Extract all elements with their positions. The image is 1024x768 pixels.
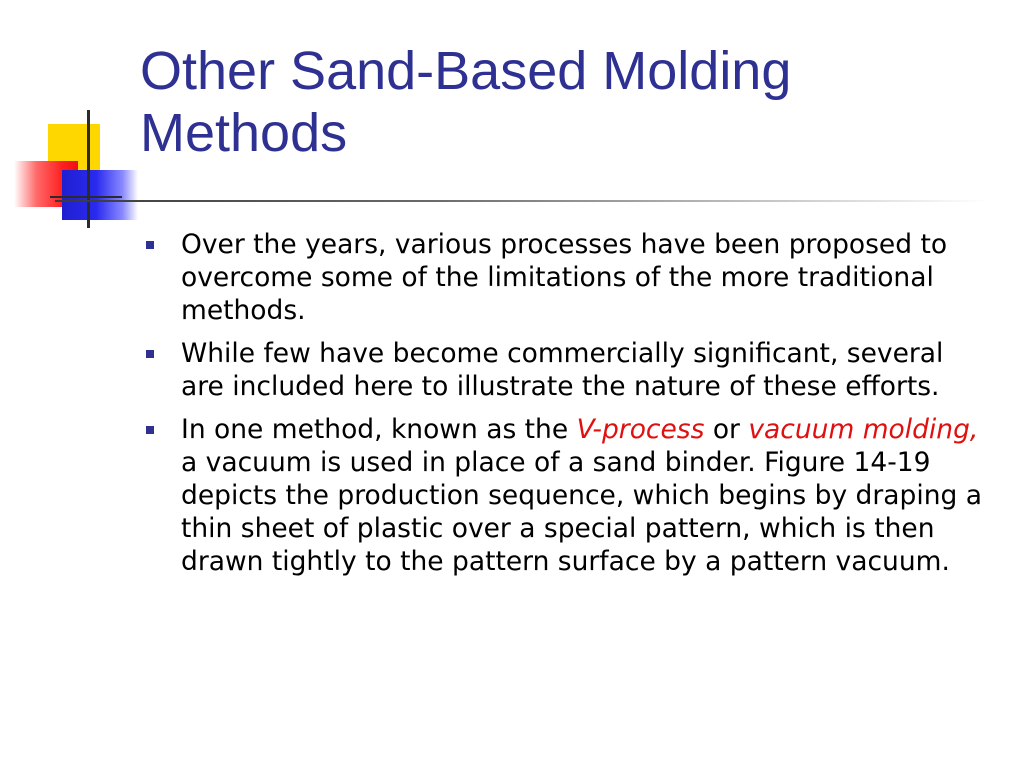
highlighted-comma: , — [969, 414, 979, 445]
blue-square-accent — [62, 170, 138, 220]
highlighted-term-vacuum-molding: vacuum molding — [748, 414, 970, 445]
highlighted-term-v-process: V-process — [576, 414, 705, 445]
title-underline-rule — [55, 200, 990, 202]
bullet-text: Over the years, various processes have been proposed to overcome some of the limitations of the more traditional methods. — [181, 229, 948, 326]
bullet-text-or: or — [704, 414, 749, 445]
slide-title: Other Sand-Based Molding Methods — [140, 41, 792, 163]
vertical-rule-accent — [87, 110, 90, 228]
bullet-text-rest: a vacuum is used in place of a sand binder. Figure 14-19 depicts the production sequence, which begins by draping a thin sheet of plastic over a special pattern, which is then drawn tightly to the pattern surface by a pattern vacuum. — [181, 447, 982, 577]
square-bullet-icon — [146, 241, 154, 249]
decorative-corner-graphic — [0, 0, 140, 240]
square-bullet-icon — [146, 350, 154, 358]
horizontal-rule-accent — [50, 196, 122, 198]
bullet-list — [144, 228, 994, 588]
bullet-item — [144, 413, 994, 578]
bullet-text: While few have become commercially significant, several are included here to illustrate the nature of these efforts. — [181, 338, 944, 402]
square-bullet-icon — [146, 426, 154, 434]
bullet-text-intro: In one method, known as the — [181, 414, 577, 445]
bullet-item — [144, 337, 994, 403]
bullet-item — [144, 228, 994, 327]
